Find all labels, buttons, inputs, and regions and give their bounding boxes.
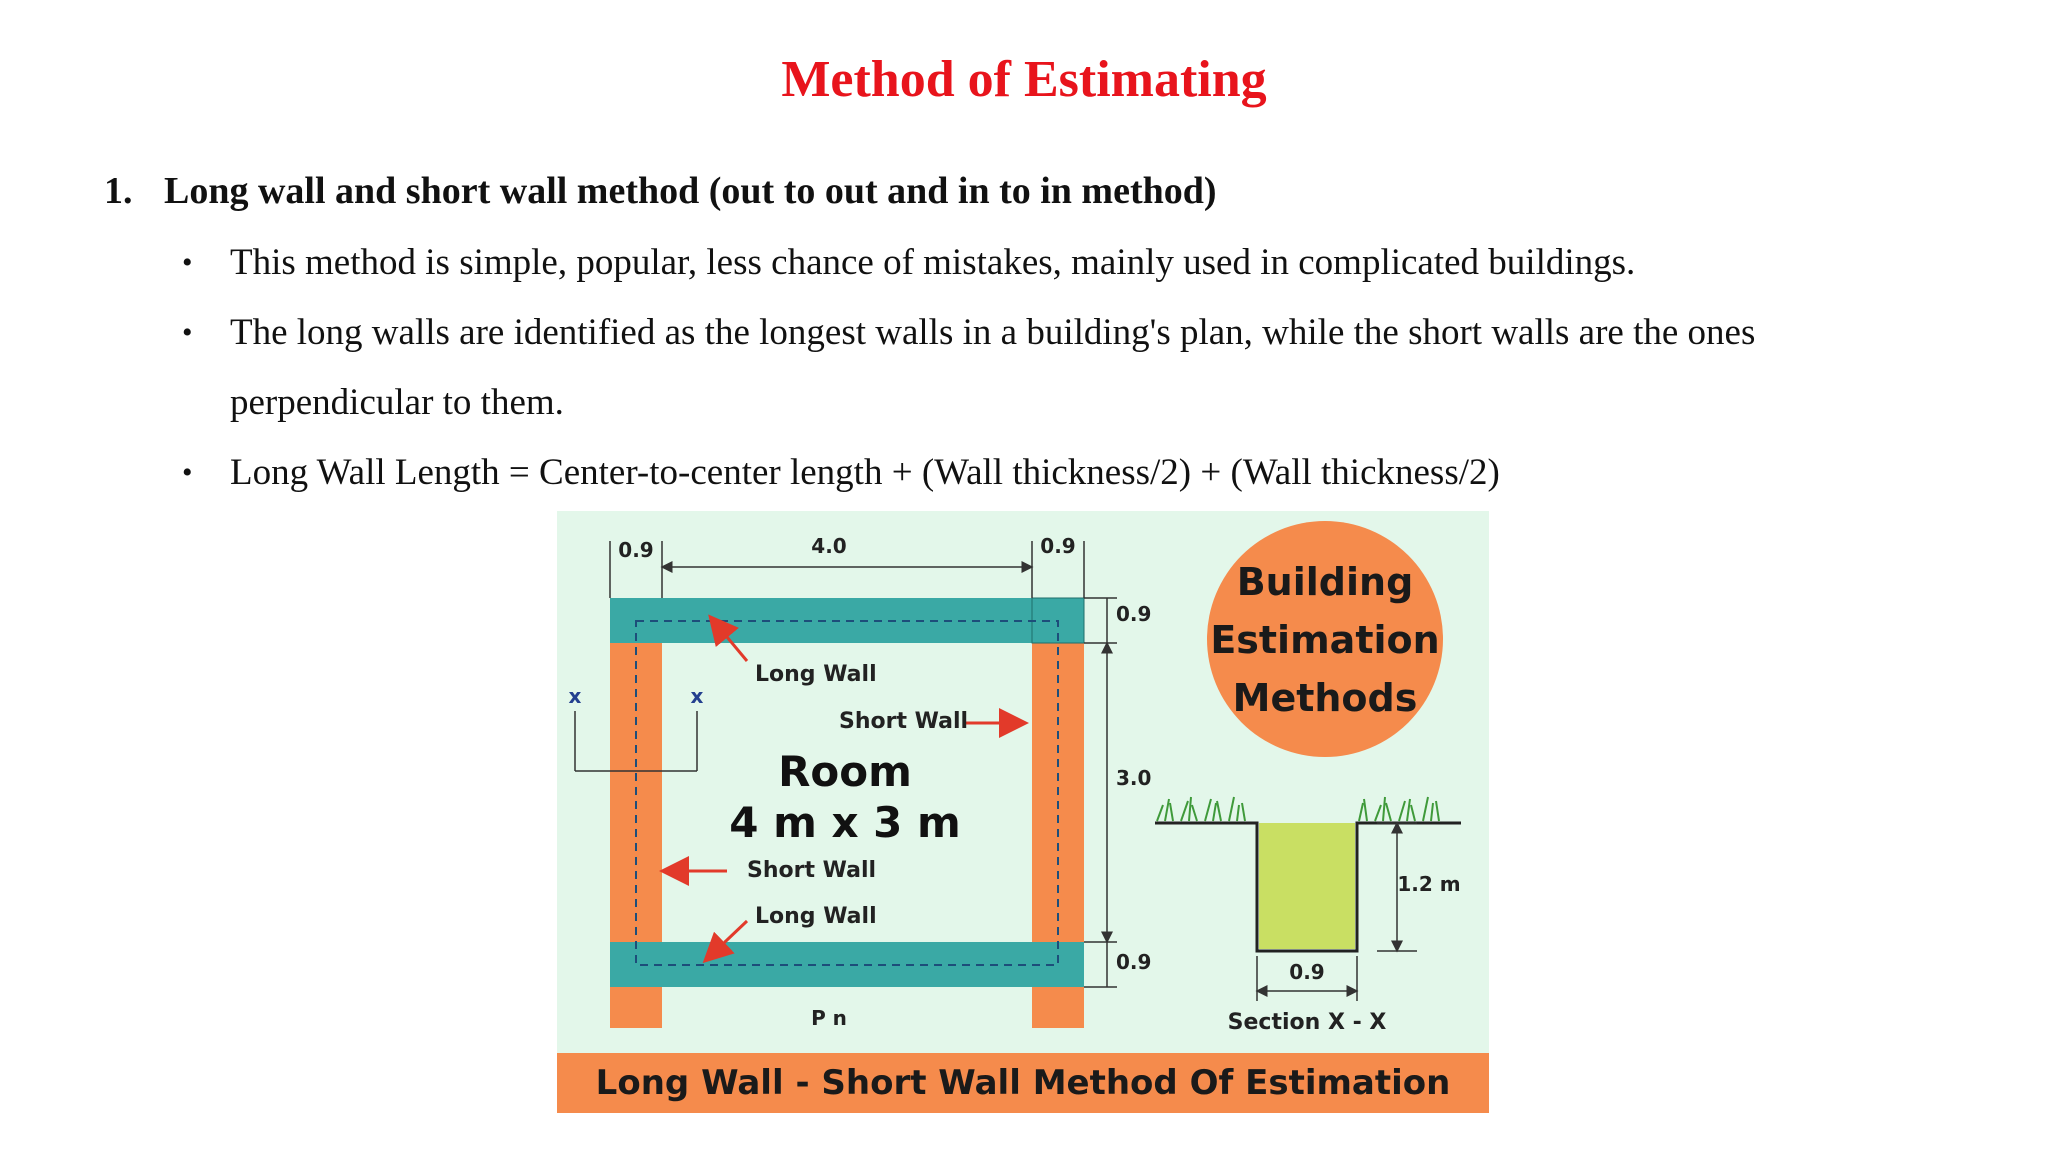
slide-title: Method of Estimating	[781, 51, 1267, 108]
bullet-1: This method is simple, popular, less chance of mistakes, mainly used in complicated buildings.	[230, 242, 1636, 283]
section-mark-left: x	[568, 684, 582, 708]
label-long-wall-bottom: Long Wall	[755, 904, 877, 929]
plan-caption: P n	[811, 1006, 847, 1030]
section-caption: Section X - X	[1227, 1010, 1387, 1035]
banner-text: Long Wall - Short Wall Method Of Estimation	[595, 1063, 1451, 1103]
label-short-wall-right: Short Wall	[839, 709, 969, 734]
dim-bottom-thickness: 0.9	[1116, 950, 1152, 974]
dim-width: 3.0	[1116, 766, 1152, 790]
section-mark-right: x	[690, 684, 704, 708]
bullet-2: The long walls are identified as the longest walls in a building's plan, while the short walls are the ones	[230, 312, 1756, 353]
badge-line-3: Methods	[1232, 676, 1418, 720]
dim-right-thickness: 0.9	[1040, 534, 1076, 558]
section-depth: 1.2 m	[1397, 872, 1461, 896]
bullet-marker: •	[182, 246, 193, 279]
section-number: 1.	[104, 170, 133, 212]
trench-fill	[1259, 823, 1355, 949]
room-title: Room	[778, 747, 912, 796]
figure-canvas	[557, 511, 1489, 1113]
bullet-2-continuation: perpendicular to them.	[230, 382, 564, 423]
section-heading-text: Long wall and short wall method (out to out and in to in method)	[164, 170, 1217, 212]
label-long-wall-top: Long Wall	[755, 662, 877, 687]
long-wall-bottom	[610, 942, 1084, 987]
room-size: 4 m x 3 m	[729, 798, 961, 847]
bullet-marker: •	[182, 456, 193, 489]
estimation-figure	[557, 511, 1489, 1113]
section-width: 0.9	[1289, 960, 1325, 984]
badge-line-1: Building	[1236, 560, 1414, 604]
section-heading	[104, 168, 1217, 214]
badge-line-2: Estimation	[1210, 618, 1440, 662]
bullet-marker: •	[182, 316, 193, 349]
dim-top-thickness: 0.9	[1116, 602, 1152, 626]
label-short-wall-left: Short Wall	[747, 858, 877, 883]
bullet-3: Long Wall Length = Center-to-center length + (Wall thickness/2) + (Wall thickness/2)	[230, 452, 1500, 493]
dim-length: 4.0	[811, 534, 847, 558]
dim-left-thickness: 0.9	[618, 538, 654, 562]
